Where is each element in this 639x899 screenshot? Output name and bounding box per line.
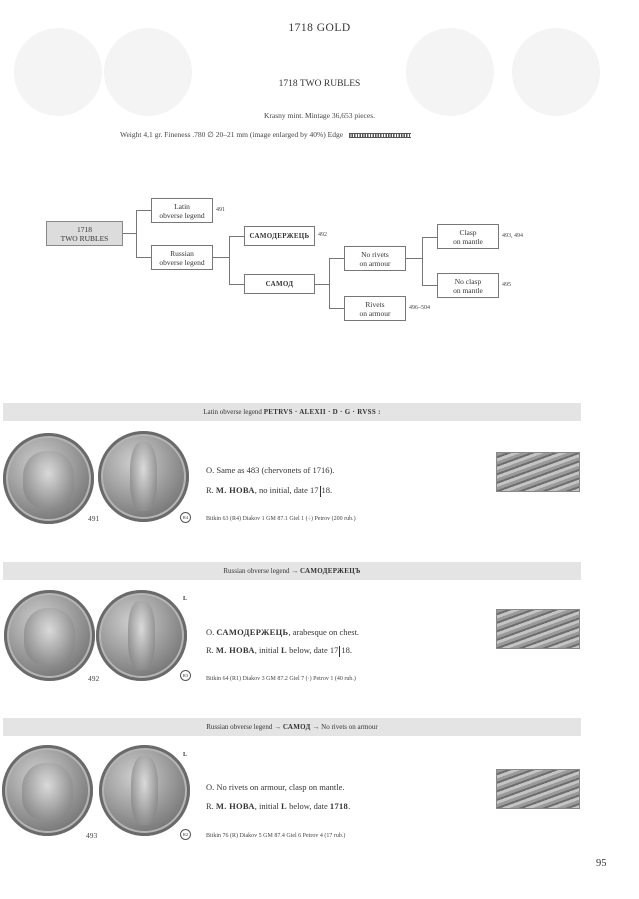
tree-ref-number: 491 [216, 207, 225, 213]
connector [422, 237, 423, 285]
connector [329, 308, 344, 309]
connector [229, 236, 244, 237]
tree-node-label: САМОД [265, 279, 294, 288]
date-part: 18 [321, 485, 331, 495]
tree-node-russian [151, 245, 213, 270]
tree-root-node [46, 221, 123, 246]
coin-reverse [98, 431, 189, 522]
obverse-prefix: O. [206, 627, 217, 637]
reverse-initial: L [281, 645, 287, 655]
reverse-text: , initial [254, 645, 282, 655]
reverse-initial: L [281, 801, 287, 811]
coin-detail-image [496, 609, 580, 649]
connector [422, 237, 437, 238]
obverse-text: O. Same as 483 (chervonets of 1716). [206, 465, 335, 475]
date-part: 17 [329, 645, 339, 655]
obverse-description [206, 465, 334, 475]
tree-node-no-clasp [437, 273, 499, 298]
coin-obverse [4, 590, 95, 681]
bar-legend: САМОДЕРЖЕЦЪ [299, 567, 361, 575]
page-number: 95 [596, 858, 607, 869]
reverse-text: below, date [287, 801, 330, 811]
connector [229, 284, 244, 285]
bar-text: Russian obverse legend → [206, 723, 283, 731]
section-title: 1718 TWO RUBLES [278, 79, 361, 89]
tree-node-rivets [344, 296, 406, 321]
reverse-legend: М. НОВА [215, 801, 255, 811]
reverse-legend: М. НОВА [215, 485, 255, 495]
catalog-number: 493 [86, 831, 98, 840]
section-bar-latin [3, 403, 581, 421]
catalog-number: 491 [88, 514, 100, 523]
connector [136, 210, 137, 257]
reverse-date: 1718 [329, 801, 349, 811]
tree-node-label: No rivets on armour [359, 249, 391, 268]
connector [122, 233, 137, 234]
obverse-text: O. No rivets on armour, clasp on mantle. [206, 782, 345, 792]
tree-node-samod [244, 274, 315, 294]
connector [329, 258, 344, 259]
obverse-text: , arabesque on chest. [288, 627, 360, 637]
connector [136, 210, 151, 211]
rarity-badge: R2 [180, 829, 191, 840]
connector [406, 258, 422, 259]
date-part: 17 [310, 485, 319, 495]
reverse-description [206, 801, 350, 811]
references: Bitkin 76 (R) Diakov 5 GM 87.4 Giel 6 Petrov 4 (17 rub.) [206, 833, 346, 839]
reverse-text: , no initial, date [254, 485, 311, 495]
connector [136, 257, 151, 258]
reverse-prefix: R. [206, 801, 216, 811]
page-title: 1718 GOLD [288, 22, 351, 34]
tree-node-label: Russian obverse legend [159, 248, 205, 267]
connector [329, 258, 330, 308]
obverse-description [206, 782, 344, 792]
connector [422, 285, 437, 286]
bar-text: → No rivets on armour [310, 723, 378, 731]
references: Bitkin 64 (R1) Diakov 3 GM 87.2 Giel 7 (·) Petrov 1 (40 rub.) [206, 676, 356, 682]
rarity-badge: R4 [180, 512, 191, 523]
catalog-number: 492 [88, 674, 100, 683]
bar-legend: PETRVS · ALEXII · D · G · RVSS : [263, 408, 381, 416]
tree-node-label: Latin obverse legend [159, 201, 205, 220]
coin-obverse [3, 433, 94, 524]
obverse-description [206, 627, 359, 637]
reverse-prefix: R. [206, 485, 216, 495]
tree-node-latin [151, 198, 213, 223]
tree-node-clasp [437, 224, 499, 249]
tree-root-label: 1718 TWO RUBLES [60, 224, 109, 243]
date-part: 18 [341, 645, 350, 655]
bar-text: Latin obverse legend [203, 408, 264, 416]
coin-reverse [99, 745, 190, 836]
reverse-text: , initial [254, 801, 282, 811]
references: Bitkin 63 (R4) Diakov 1 GM 87.1 Giel 1 (÷) Petrov (200 rub.) [206, 516, 356, 522]
mint-info: Krasny mint. Mintage 36,653 pieces. [263, 111, 376, 120]
reverse-legend: М. НОВА [215, 645, 255, 655]
reverse-end: . [330, 485, 333, 495]
coin-obverse [2, 745, 93, 836]
section-bar-samod [3, 718, 581, 736]
connector [315, 284, 329, 285]
variety-tree [0, 0, 639, 330]
reverse-description [206, 645, 352, 657]
reverse-end: . [349, 645, 353, 655]
section-bar-samoderzhets [3, 562, 581, 580]
tree-node-no-rivets [344, 246, 406, 271]
connector [212, 257, 229, 258]
coin-detail-image [496, 769, 580, 809]
tree-ref-number: 495 [502, 282, 511, 288]
reverse-end: . [348, 801, 351, 811]
mint-mark: L [183, 596, 188, 602]
tree-node-label: САМОДЕРЖЕЦЬ [249, 231, 310, 240]
reverse-prefix: R. [206, 645, 216, 655]
coin-detail-image [496, 452, 580, 492]
date-separator [320, 486, 321, 497]
mint-mark: L [183, 752, 188, 758]
bar-text: Russian obverse legend → [223, 567, 300, 575]
tree-ref-number: 493, 494 [502, 233, 523, 239]
reverse-text: below, date [287, 645, 330, 655]
tree-node-label: No clasp on mantle [453, 276, 483, 295]
obverse-legend: САМОДЕРЖЕЦЬ [216, 627, 289, 637]
tree-node-samoderzhets [244, 226, 315, 246]
connector [229, 236, 230, 284]
reverse-description [206, 485, 332, 497]
tree-ref-number: 496–504 [409, 305, 430, 311]
tree-node-label: Rivets on armour [359, 299, 391, 318]
specs-text: Weight 4,1 gr. Fineness .780 ∅ 20–21 mm (image enlarged by 40%) Edge [120, 130, 344, 139]
tree-node-label: Clasp on mantle [453, 227, 483, 246]
coin-reverse [96, 590, 187, 681]
bar-legend: САМОД [282, 723, 311, 731]
tree-ref-number: 492 [318, 232, 327, 238]
rarity-badge: R3 [180, 670, 191, 681]
